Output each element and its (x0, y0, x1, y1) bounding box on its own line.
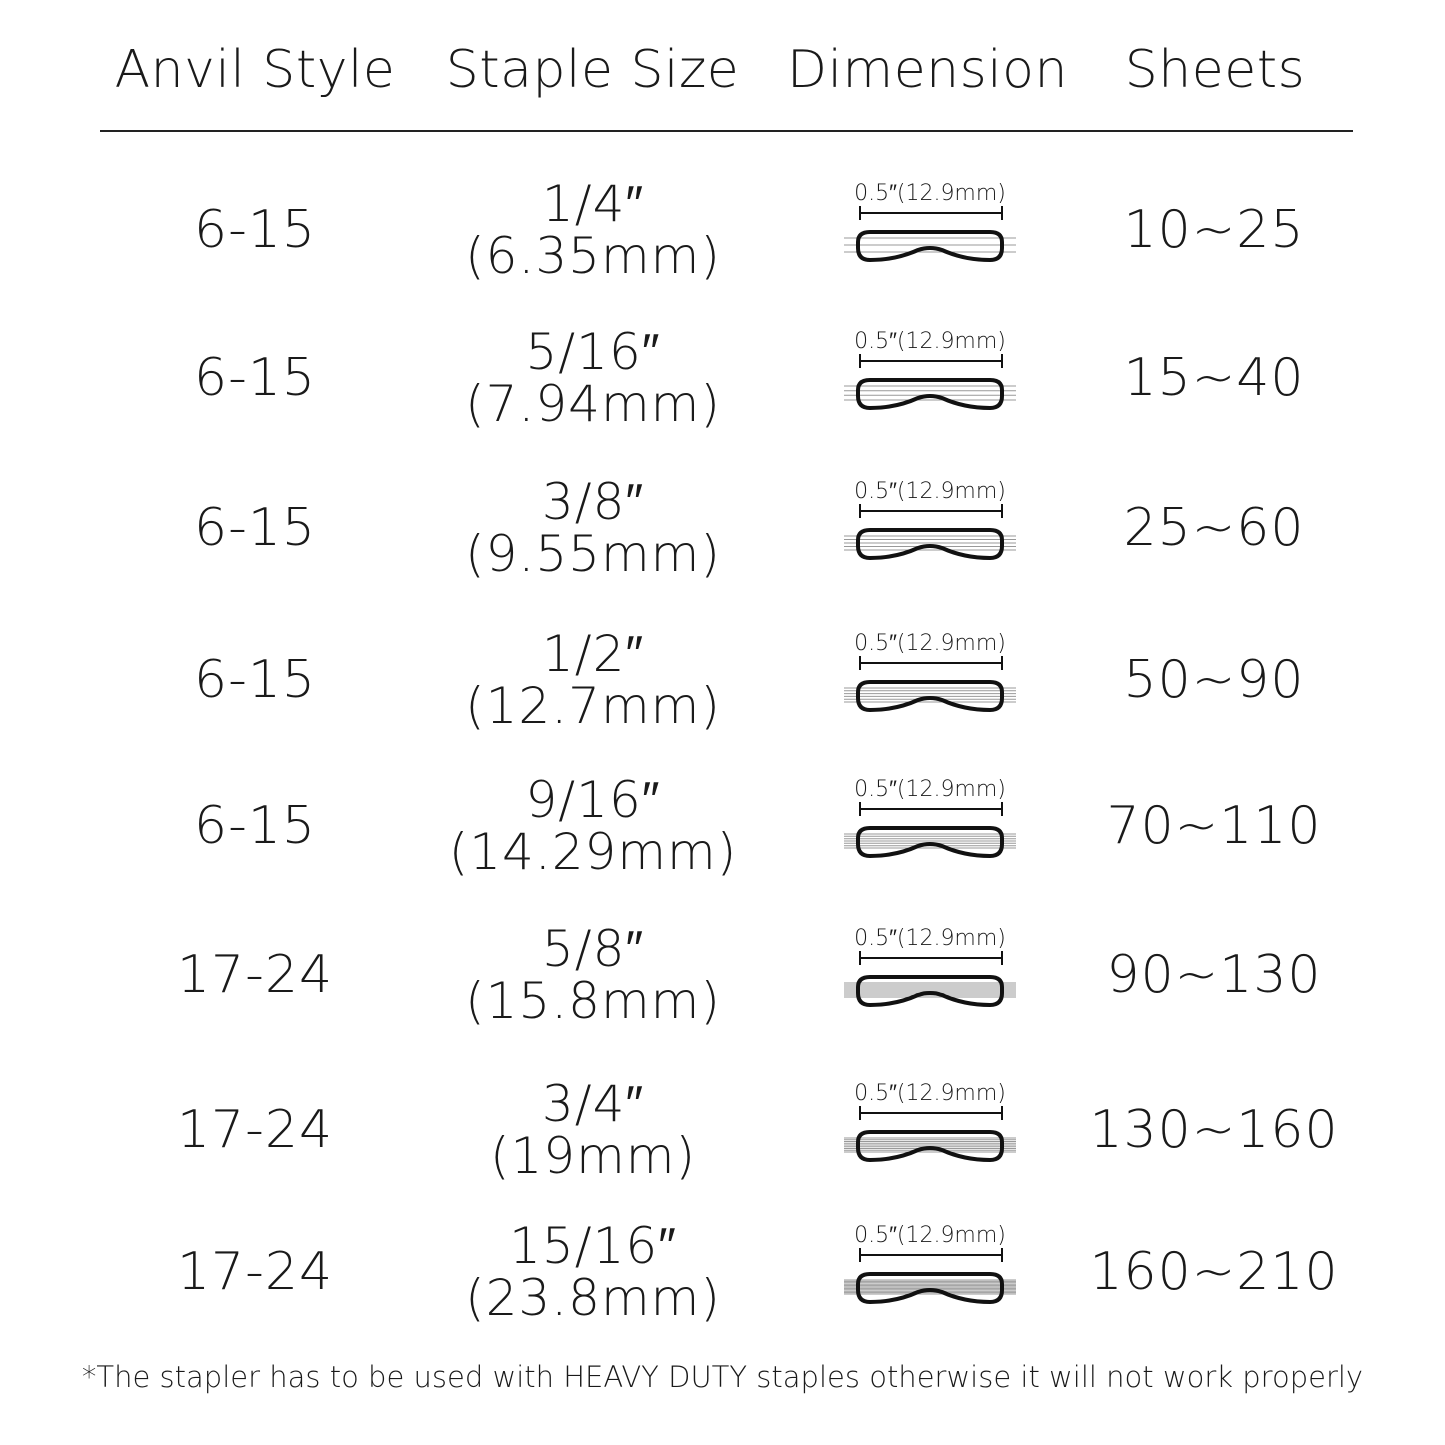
staple-size-inches: 5/8″ (541, 920, 645, 978)
staple-size-inches: 1/4″ (541, 175, 645, 233)
anvil-style-cell: 6-15 (193, 650, 316, 710)
staple-diagram-icon (830, 500, 1030, 570)
dimension-label: 0.5″(12.9mm) (854, 181, 1006, 206)
dimension-bracket (860, 951, 1002, 965)
dimension-label: 0.5″(12.9mm) (854, 329, 1006, 354)
staple-size-cell (423, 920, 763, 1030)
staple-size-inches: 15/16″ (509, 1217, 677, 1275)
staple-size-cell (423, 323, 763, 433)
dimension-bracket (860, 504, 1002, 518)
staple-diagram-icon (830, 798, 1030, 868)
dimension-cell (830, 925, 1030, 1025)
staple-size-inches: 3/8″ (541, 473, 645, 531)
anvil-style-cell: 17-24 (176, 945, 334, 1005)
staple-outline (858, 530, 1002, 558)
staple-diagram-icon (830, 1244, 1030, 1314)
staple-size-mm: (19mm) (489, 1127, 697, 1185)
dimension-bracket (860, 1248, 1002, 1262)
staple-size-mm: (15.8mm) (465, 972, 721, 1030)
header-anvil-style: Anvil Style (114, 40, 396, 100)
dimension-label: 0.5″(12.9mm) (854, 631, 1006, 656)
anvil-style-cell: 6-15 (193, 348, 316, 408)
staple-size-cell (423, 625, 763, 735)
staple-size-mm: (12.7mm) (465, 677, 721, 735)
dimension-bracket (860, 802, 1002, 816)
dimension-cell (830, 776, 1030, 876)
staple-size-inches: 5/16″ (525, 323, 661, 381)
sheets-cell: 160~210 (1089, 1242, 1339, 1302)
dimension-bracket (860, 206, 1002, 220)
anvil-style-cell: 17-24 (176, 1242, 334, 1302)
sheets-cell: 90~130 (1106, 945, 1322, 1005)
staple-outline (858, 828, 1002, 856)
staple-size-cell (423, 473, 763, 583)
anvil-style-cell: 6-15 (193, 200, 316, 260)
staple-outline (858, 232, 1002, 260)
staple-diagram-icon (830, 202, 1030, 272)
dimension-cell (830, 328, 1030, 428)
sheets-cell: 10~25 (1123, 200, 1305, 260)
sheets-cell: 70~110 (1106, 796, 1322, 856)
staple-size-mm: (6.35mm) (465, 227, 721, 285)
dimension-cell (830, 180, 1030, 280)
header-sheets: Sheets (1124, 40, 1306, 100)
dimension-label: 0.5″(12.9mm) (854, 1081, 1006, 1106)
dimension-cell (830, 1222, 1030, 1322)
staple-diagram-icon (830, 947, 1030, 1017)
header-dimension: Dimension (787, 40, 1068, 100)
staple-diagram-icon (830, 1102, 1030, 1172)
dimension-bracket (860, 354, 1002, 368)
staple-diagram-icon (830, 652, 1030, 722)
dimension-label: 0.5″(12.9mm) (854, 1223, 1006, 1248)
dimension-cell (830, 478, 1030, 578)
staple-size-mm: (14.29mm) (448, 823, 738, 881)
staple-size-mm: (23.8mm) (465, 1269, 721, 1327)
anvil-style-cell: 6-15 (193, 498, 316, 558)
dimension-label: 0.5″(12.9mm) (854, 479, 1006, 504)
staple-size-cell (423, 1217, 763, 1327)
header-staple-size: Staple Size (445, 40, 740, 100)
sheets-cell: 50~90 (1123, 650, 1305, 710)
dimension-bracket (860, 1106, 1002, 1120)
header-divider (100, 130, 1353, 132)
dimension-label: 0.5″(12.9mm) (854, 926, 1006, 951)
staple-size-mm: (9.55mm) (465, 525, 721, 583)
staple-size-cell (423, 771, 763, 881)
sheets-cell: 130~160 (1089, 1100, 1339, 1160)
staple-size-cell (423, 175, 763, 285)
anvil-style-cell: 17-24 (176, 1100, 334, 1160)
anvil-style-cell: 6-15 (193, 796, 316, 856)
staple-size-cell (423, 1075, 763, 1185)
staple-size-inches: 1/2″ (541, 625, 645, 683)
dimension-cell (830, 1080, 1030, 1180)
dimension-cell (830, 630, 1030, 730)
sheets-cell: 15~40 (1123, 348, 1305, 408)
staple-size-mm: (7.94mm) (465, 375, 721, 433)
staple-outline (858, 1132, 1002, 1160)
dimension-label: 0.5″(12.9mm) (854, 777, 1006, 802)
staple-outline (858, 380, 1002, 408)
staple-diagram-icon (830, 350, 1030, 420)
staple-size-inches: 3/4″ (541, 1075, 645, 1133)
footnote: *The stapler has to be used with HEAVY DUTY staples otherwise it will not work properly (81, 1360, 1364, 1394)
staple-size-inches: 9/16″ (525, 771, 661, 829)
dimension-bracket (860, 656, 1002, 670)
sheets-cell: 25~60 (1123, 498, 1305, 558)
